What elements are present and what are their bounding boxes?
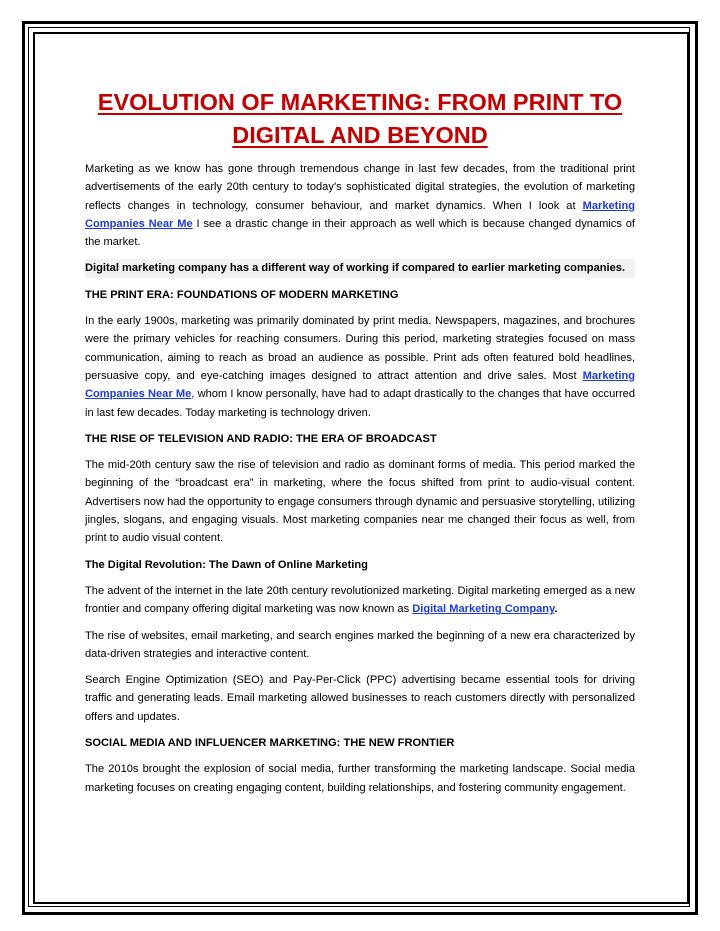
digital-paragraph-2: The rise of websites, email marketing, and search engines marked the beginning of a new era characterized by data-driven strategies and interactive content. <box>85 629 635 660</box>
intro-paragraph <box>85 160 635 251</box>
social-media-paragraph: The 2010s brought the explosion of social media, further transforming the marketing landscape. Social media marketing focuses on creating engaging content, building relationships, and fostering community engagement. <box>85 763 635 794</box>
highlight-paragraph: Digital marketing company has a different way of working if compared to earlier marketing companies. <box>85 259 635 277</box>
print-era-heading: THE PRINT ERA: FOUNDATIONS OF MODERN MARKETING <box>85 288 399 301</box>
intro-text-start: Marketing as we know has gone through tremendous change in last few decades, from the traditional print advertisements of the early 20th century to today’s sophisticated digital strategies, the evolution of marketing reflects changes in technology, consumer behaviour, and market dynamics. When I look at <box>85 163 635 212</box>
document-body <box>85 86 635 805</box>
document-title: EVOLUTION OF MARKETING: FROM PRINT TO DIGITAL AND BEYOND <box>97 89 623 148</box>
broadcast-heading: THE RISE OF TELEVISION AND RADIO: THE ERA OF BROADCAST <box>85 432 437 445</box>
digital-marketing-company-link[interactable]: Digital Marketing Company <box>412 603 555 616</box>
marketing-companies-link-1[interactable]: Marketing Companies Near Me <box>85 199 635 230</box>
print-era-paragraph <box>85 312 635 422</box>
print-era-text-start: In the early 1900s, marketing was primarily dominated by print media. Newspapers, magazines, and brochures were the primary vehicles for reaching consumers. During this period, marketing strategies focused on mass communication, aiming to reach as broad an audience as possible. Print ads often featured bold headlines, persuasive copy, and eye-catching images designed to attract attention and drive sales. Most <box>85 315 635 382</box>
intro-text-end: I see a drastic change in their approach as well which is because changed dynamics of the market. <box>85 217 635 249</box>
digital-revolution-heading: The Digital Revolution: The Dawn of Online Marketing <box>85 558 368 571</box>
digital-paragraph-3: Search Engine Optimization (SEO) and Pay-Per-Click (PPC) advertising became essential tools for driving traffic and generating leads. Email marketing allowed businesses to reach customers directly with personalized offers and updates. <box>85 674 635 723</box>
print-era-text-end: , whom I know personally, have had to adapt drastically to the changes that have occurred in last few decades. Today marketing is technology driven. <box>85 388 635 419</box>
digital-text-end: . <box>554 603 558 616</box>
broadcast-paragraph: The mid-20th century saw the rise of television and radio as dominant forms of media. This period marked the beginning of the “broadcast era” in marketing, where the focus shifted from print to audio-visual content. Advertisers now had the opportunity to engage consumers through dynamic and persuasive storytelling, utilizing jingles, slogans, and engaging visuals. Most marketing companies near me changed their focus as well, from print to audio visual content. <box>85 459 635 545</box>
digital-text-start: The advent of the internet in the late 20th century revolutionized marketing. Digital marketing emerged as a new frontier and company offering digital marketing was now known as <box>85 584 635 616</box>
marketing-companies-link-2[interactable]: Marketing Companies Near Me <box>85 369 635 401</box>
digital-revolution-paragraph <box>85 582 635 619</box>
social-media-heading: SOCIAL MEDIA AND INFLUENCER MARKETING: THE NEW FRONTIER <box>85 737 455 750</box>
